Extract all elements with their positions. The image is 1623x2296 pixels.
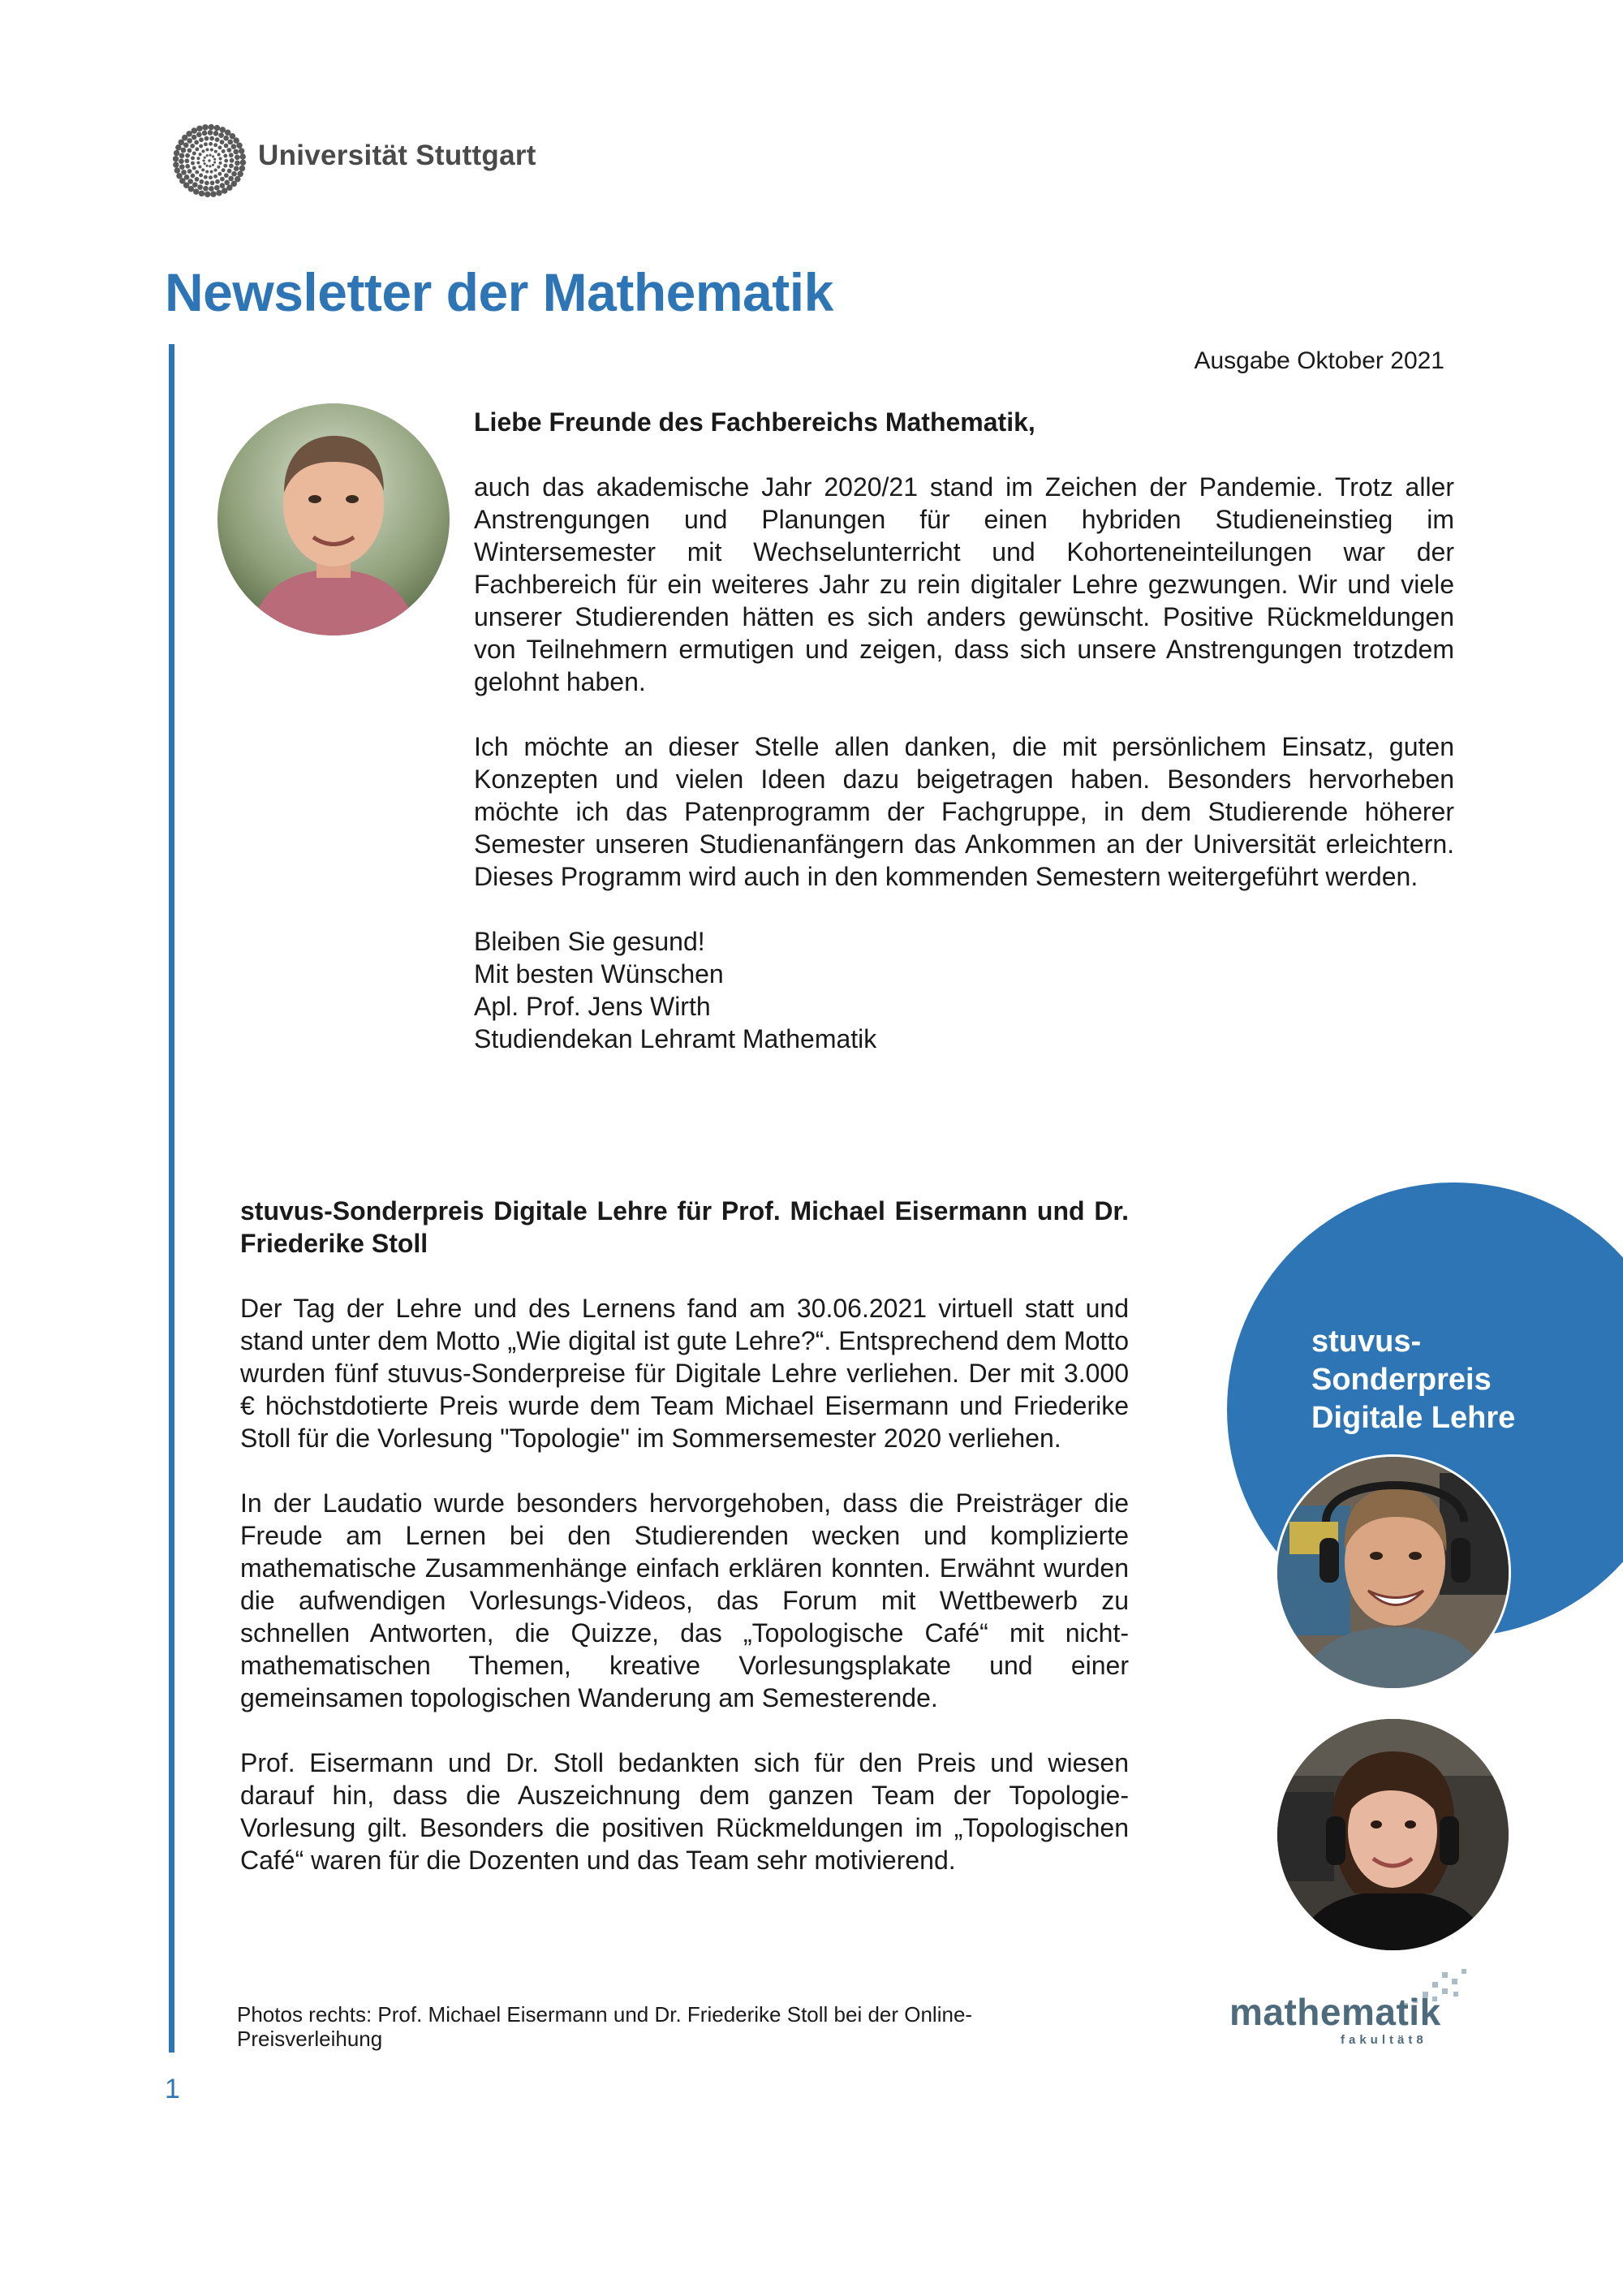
- issue-date: Ausgabe Oktober 2021: [1194, 347, 1444, 374]
- university-name: Universität Stuttgart: [258, 140, 536, 171]
- university-logo-icon: [170, 122, 248, 200]
- portrait-photo-stoll: [1277, 1719, 1509, 1950]
- blue-vertical-rule: [169, 344, 174, 2053]
- signature-role: Studiendekan Lehramt Mathematik: [474, 1024, 877, 1053]
- portrait-photo-eisermann: [1275, 1454, 1511, 1691]
- letter-paragraph: Ich möchte an dieser Stelle allen danken, die mit persönlichem Einsatz, guten Konzepten und vielen Ideen dazu beigetragen haben. Besonders hervorheben möchte ich das Patenprogramm der Fachgruppe, in dem Studierende höherer Semester unseren Studienanfängern das Ankommen an der Universität erleichtern. Dieses Programm wird auch in den kommenden Semestern weitergeführt werden.: [474, 732, 1454, 891]
- portrait-photo-wirth: [217, 403, 450, 635]
- article-paragraph: Prof. Eisermann und Dr. Stoll bedankten sich für den Preis und wiesen darauf hin, dass die Auszeichnung dem ganzen Team der Topologie-Vorlesung gilt. Besonders die positiven Rückmeldungen im „Topologischen Café“ waren für die Dozenten und das Team sehr motivierend.: [240, 1748, 1129, 1875]
- award-circle-label: stuvus-Sonderpreis Digitale Lehre: [1311, 1325, 1516, 1435]
- newsletter-title: Newsletter der Mathematik: [165, 262, 833, 322]
- mathematik-logo-word: mathematik: [1229, 1991, 1441, 2033]
- letter-greeting: Liebe Freunde des Fachbereichs Mathematik,: [474, 407, 1035, 437]
- photo-caption: Photos rechts: Prof. Michael Eisermann und Dr. Friederike Stoll bei der Online-Preisverleihung: [237, 2002, 973, 2051]
- article-title: stuvus-Sonderpreis Digitale Lehre für Prof. Michael Eisermann und Dr. Friederike Stoll: [240, 1196, 1129, 1258]
- page-number: 1: [165, 2074, 180, 2104]
- editorial-letter: [474, 406, 1454, 1055]
- letter-paragraph: auch das akademische Jahr 2020/21 stand im Zeichen der Pandemie. Trotz aller Anstrengungen und Planungen für einen hybriden Studieneinstieg im Wintersemester mit Wechselunterricht und Kohorteneinteilungen war der Fachbereich für ein weiteres Jahr zu rein digitaler Lehre gezwungen. Wir und viele unserer Studierenden hätten es sich anders gewünscht. Positive Rückmeldungen von Teilnehmern ermutigen und zeigen, dass sich unsere Anstrengungen trotzdem gelohnt haben.: [474, 472, 1454, 696]
- signature-name: Apl. Prof. Jens Wirth: [474, 992, 711, 1021]
- mathematik-logo-subtitle: fakultät8: [1341, 2033, 1427, 2047]
- letter-closing: Bleiben Sie gesund!: [474, 927, 705, 956]
- award-article: [240, 1195, 1129, 1909]
- letter-closing: Mit besten Wünschen: [474, 959, 724, 989]
- article-paragraph: Der Tag der Lehre und des Lernens fand am 30.06.2021 virtuell statt und stand unter dem Motto „Wie digital ist gute Lehre?“. Entsprechend dem Motto wurden fünf stuvus-Sonderpreise für Digitale Lehre verliehen. Der mit 3.000 € höchstdotierte Preis wurde dem Team Michael Eisermann und Friederike Stoll für die Vorlesung "Topologie" im Sommersemester 2020 verliehen.: [240, 1294, 1129, 1453]
- article-paragraph: In der Laudatio wurde besonders hervorgehoben, dass die Preisträger die Freude am Lernen bei den Studierenden wecken und komplizierte mathematische Zusammenhänge einfach erklären konnten. Erwähnt wurden die aufwendigen Vorlesungs-Videos, das Forum mit Wettbewerb zu schnellen Antworten, die Quizze, das „Topologische Café“ mit nicht-mathematischen Themen, kreative Vorlesungsplakate und einer gemeinsamen topologischen Wanderung am Semesterende.: [240, 1488, 1129, 1712]
